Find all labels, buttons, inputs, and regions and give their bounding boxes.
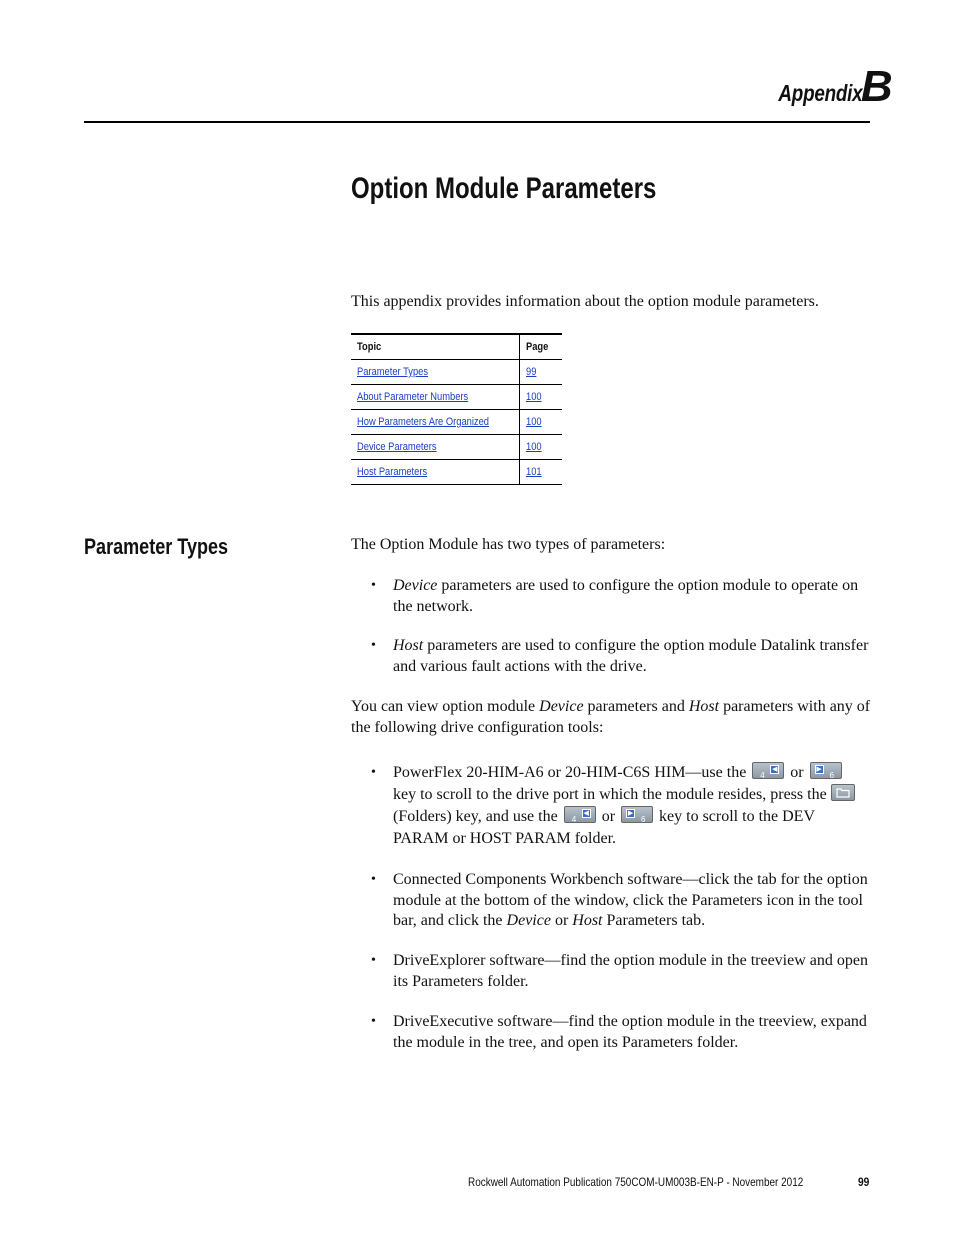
table-row xyxy=(351,385,562,410)
left-arrow-key-icon: 4 ◀ xyxy=(752,762,784,779)
bullet-em: Device xyxy=(393,577,438,594)
table-header-row xyxy=(351,334,562,360)
bullet-driveexecutive xyxy=(371,1012,871,1053)
intro-paragraph: This appendix provides information about the option module parameters. xyxy=(351,293,819,310)
table-cell-page xyxy=(520,410,563,435)
page-link[interactable]: 100 xyxy=(526,391,542,403)
topic-table xyxy=(351,333,562,485)
table-header-page: Page xyxy=(520,334,563,360)
him-text: key to scroll to the drive port in which the module resides, press the xyxy=(393,786,827,803)
topic-link-host-parameters[interactable]: Host Parameters xyxy=(357,466,428,478)
table-cell-page xyxy=(520,385,563,410)
tools-text: You can view option module xyxy=(351,698,540,715)
page-link[interactable]: 100 xyxy=(526,441,542,453)
ccw-text: Connected Components Workbench software—click the tab for the option module at the bottom of the window, click the Parameters icon in the tool bar, and click the xyxy=(393,871,868,929)
bullet-dot: • xyxy=(371,1014,376,1029)
ccw-text: or xyxy=(550,912,573,929)
him-text: key to scroll to the DEV PARAM or HOST PARAM folder. xyxy=(393,808,815,847)
bullet-text: DriveExplorer software—find the option module in the treeview and open its Parameters folder. xyxy=(393,952,868,990)
table-cell-topic xyxy=(351,435,520,460)
footer-publication: Rockwell Automation Publication 750COM-UM003B-EN-P - November 2012 xyxy=(468,1175,804,1189)
table-cell-topic xyxy=(351,385,520,410)
table-cell-topic xyxy=(351,410,520,435)
page-link[interactable]: 99 xyxy=(526,366,537,378)
bullet-driveexplorer xyxy=(371,951,871,992)
bullet-device xyxy=(371,576,871,617)
bullet-text: DriveExecutive software—find the option module in the treeview, expand the module in the tree, and open its Parameters folder. xyxy=(393,1013,867,1051)
page-link[interactable]: 101 xyxy=(526,466,542,478)
topic-link-device-parameters[interactable]: Device Parameters xyxy=(357,441,437,453)
him-text: (Folders) key, and use the xyxy=(393,808,558,825)
bullet-em: Host xyxy=(393,637,424,654)
bullet-host xyxy=(371,636,871,677)
left-arrow-key-icon: 4 ◀ xyxy=(564,806,596,823)
appendix-letter: B xyxy=(860,62,893,111)
table-cell-page xyxy=(520,435,563,460)
tools-paragraph xyxy=(351,697,871,738)
table-row xyxy=(351,410,562,435)
bullet-dot: • xyxy=(371,638,376,653)
table-row xyxy=(351,360,562,385)
table-row xyxy=(351,460,562,485)
bullet-dot: • xyxy=(371,578,376,593)
him-or: or xyxy=(601,808,616,825)
bullet-dot: • xyxy=(371,872,376,887)
bullet-dot: • xyxy=(371,953,376,968)
right-arrow-key-icon: ▶ 6 xyxy=(621,806,653,823)
bullet-text: parameters are used to configure the option module to operate on the network. xyxy=(393,577,859,615)
tools-text: parameters with any of the following drive configuration tools: xyxy=(351,698,871,736)
section-heading: Parameter Types xyxy=(84,534,229,559)
appendix-heading xyxy=(760,62,893,112)
table-cell-topic xyxy=(351,360,520,385)
bullet-dot: • xyxy=(371,765,376,780)
bullet-ccw xyxy=(371,870,871,932)
footer-page-number: 99 xyxy=(858,1175,870,1189)
topic-link-parameter-types[interactable]: Parameter Types xyxy=(357,366,429,378)
topic-link-about-parameter-numbers[interactable]: About Parameter Numbers xyxy=(357,391,469,403)
him-or: or xyxy=(790,764,804,781)
tools-em: Host xyxy=(688,698,720,715)
tools-em: Device xyxy=(539,698,584,715)
table-header-topic: Topic xyxy=(351,334,520,360)
ccw-em: Host xyxy=(572,912,603,929)
table-cell-page xyxy=(520,460,563,485)
him-text: PowerFlex 20-HIM-A6 or 20-HIM-C6S HIM—use the xyxy=(393,764,747,781)
appendix-word: Appendix xyxy=(778,80,863,106)
right-arrow-key-icon: ▶ 6 xyxy=(810,762,842,779)
ccw-em: Device xyxy=(506,912,551,929)
page-link[interactable]: 100 xyxy=(526,416,542,428)
header-rule xyxy=(84,121,870,123)
topic-link-how-parameters-are-organized[interactable]: How Parameters Are Organized xyxy=(357,416,490,428)
folders-key-icon xyxy=(831,784,855,801)
page-title: Option Module Parameters xyxy=(351,172,657,205)
table-cell-page xyxy=(520,360,563,385)
tools-text: parameters and xyxy=(583,698,689,715)
table-row xyxy=(351,435,562,460)
bullet-him xyxy=(371,762,871,850)
section-lead: The Option Module has two types of parameters: xyxy=(351,536,666,553)
table-cell-topic xyxy=(351,460,520,485)
bullet-text: parameters are used to configure the option module Datalink transfer and various fault actions with the drive. xyxy=(393,637,869,675)
ccw-text: Parameters tab. xyxy=(602,912,706,929)
